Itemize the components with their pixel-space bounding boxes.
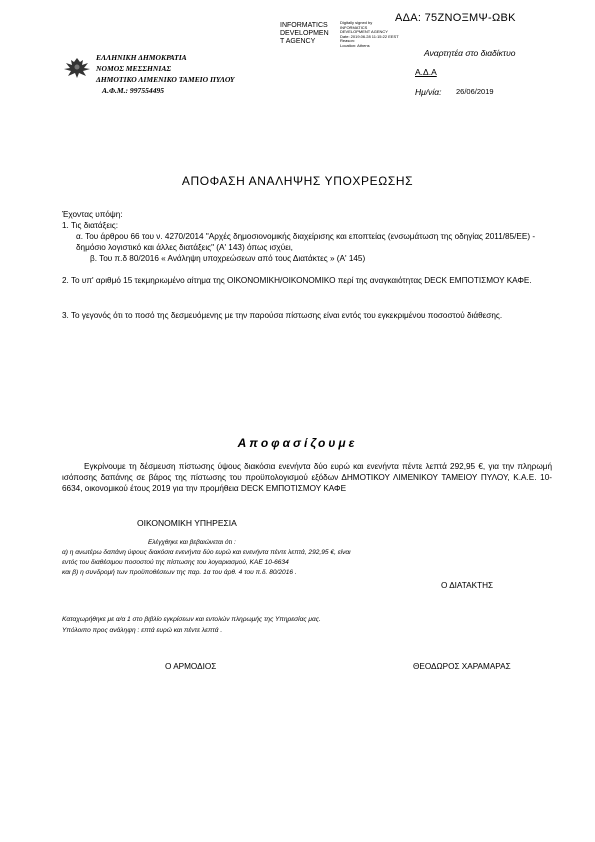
decision-text — [62, 461, 552, 494]
considerations-intro: Έχοντας υπόψη: — [62, 210, 123, 219]
consideration-item: 1. Τις διατάξεις: — [62, 221, 119, 230]
document-title: ΑΠΟΦΑΣΗ ΑΝΑΛΗΨΗΣ ΥΠΟΧΡΕΩΣΗΣ — [181, 174, 414, 188]
agency-line: T AGENCY — [280, 38, 316, 45]
ada-code: ΑΔΑ: 75ΖΝΟΞΜΨ-ΩΒΚ — [395, 12, 516, 24]
decision-heading: Αποφασίζουμε — [237, 436, 358, 450]
posted-online-label: Αναρτητέα στο διαδίκτυο — [424, 48, 516, 58]
booking-line: Καταχωρήθηκε με α/α 1 στο βιβλίο εγκρίσεων και εντολών πληρωμής της Υπηρεσίας μας. — [62, 616, 321, 623]
issuer-line: ΝΟΜΟΣ ΜΕΣΣΗΝΙΑΣ — [96, 64, 172, 73]
issuer-line: ΕΛΛΗΝΙΚΗ ΔΗΜΟΚΡΑΤΙΑ — [96, 53, 187, 62]
signature-detail-line: Date: 2019.06.28 11:15:22 EEST — [340, 33, 399, 39]
signature-detail-line: Location: Athens — [340, 42, 370, 48]
considerations — [62, 209, 548, 264]
signature-detail-line: DEVELOPMENT AGENCY — [340, 29, 388, 35]
service-title: ΟΙΚΟΝΟΜΙΚΗ ΥΠΗΡΕΣΙΑ — [137, 518, 237, 528]
digital-signature-details — [340, 21, 399, 49]
verification-item: α) η ανωτέρω δαπάνη ύψους διακόσια ενενήντα δύο ευρώ και ενενήντα πέντε λεπτά, 292,95 €, είναι εντός του διαθέσιμου ποσοστού της πίστωσης του λογαριασμού, ΚΑΕ 10-6634 — [62, 549, 351, 566]
greek-emblem-icon — [62, 55, 92, 86]
consideration-subitem: α. Του άρθρου 66 του ν. 4270/2014 "Αρχές δημοσιονομικής διαχείρισης και εποπτείας (ενσωμάτωση της οδηγίας 2011/85/ΕΕ) - δημόσιο λογιστικό και άλλες διατάξεις" (Α' 143) όπως ισχύει, — [76, 232, 536, 252]
checked-statement: Ελέγχθηκε και βεβαιώνεται ότι : — [148, 539, 236, 546]
verification-list — [62, 548, 352, 578]
signature-detail-line: INFORMATICS — [340, 24, 368, 30]
signature-name: ΘΕΟΔΩΡΟΣ ΧΑΡΑΜΑΡΑΣ — [413, 662, 511, 671]
consideration-item: 2. Το υπ' αριθμό 15 τεκμηριωμένο αίτημα της ΟΙΚΟΝΟΜΙΚΗ/ΟΙΚΟΝΟΜΙΚΟ περί της αναγκαιότητας DECK ΕΜΠΟΤΙΣΜΟΥ ΚΑΦΕ. — [62, 276, 532, 285]
signing-agency-label — [280, 22, 329, 46]
decision-paragraph: Εγκρίνουμε τη δέσμευση πίστωσης ύψους διακόσια ενενήντα δύο ευρώ και ενενήντα πέντε λεπτά 292,95 €, για την πληρωμή ισόποσης δαπάνης σε βάρος της πίστωσης του προϋπολογισμού εξόδων ΔΗΜΟΤΙΚΟΥ ΛΙΜΕΝΙΚΟΥ ΤΑΜΕΙΟΥ ΠΥΛΟΥ, Κ.Α.Ε. 10-6634, οικονομικού έτους 2019 για την προμήθεια DECK ΕΜΠΟΤΙΣΜΟΥ ΚΑΦΕ — [62, 462, 552, 493]
issuer-afm: Α.Φ.Μ.: 997554495 — [102, 86, 165, 95]
agency-line: INFORMATICS — [280, 22, 328, 29]
date-value: 26/06/2019 — [456, 87, 494, 96]
booking-note — [62, 614, 362, 636]
consideration-item: 3. Το γεγονός ότι το ποσό της δεσμευόμενης με την παρούσα πίστωσης είναι εντός του εγκεκριμένου ποσοστού διάθεσης. — [62, 311, 503, 320]
date-label: Ημ/νία: — [415, 87, 442, 97]
signature-detail-line: Reason: — [340, 38, 355, 44]
director-label: Ο ΔΙΑΤΑΚΤΗΣ — [441, 581, 494, 590]
agency-line: DEVELOPMEN — [280, 30, 329, 37]
signature-detail-line: Digitally signed by — [340, 20, 373, 25]
ada-label: Α.Δ.Α — [415, 67, 437, 77]
verification-item: και β) η συνδρομή των προϋποθέσεων της παρ. 1α του άρθ. 4 του π.δ. 80/2016 . — [62, 569, 297, 576]
issuer-line: ΔΗΜΟΤΙΚΟ ΛΙΜΕΝΙΚΟ ΤΑΜΕΙΟ ΠΥΛΟΥ — [96, 75, 235, 84]
issuer-block — [96, 52, 235, 96]
remaining-line: Υπόλοιπο προς ανάληψη : επτά ευρώ και πέντε λεπτά . — [62, 627, 223, 634]
consideration-subitem: β. Του π.δ 80/2016 « Ανάληψη υποχρεώσεων από τους Διατάκτες » (Α' 145) — [90, 254, 366, 263]
signature-responsible: Ο ΑΡΜΟΔΙΟΣ — [165, 662, 217, 671]
